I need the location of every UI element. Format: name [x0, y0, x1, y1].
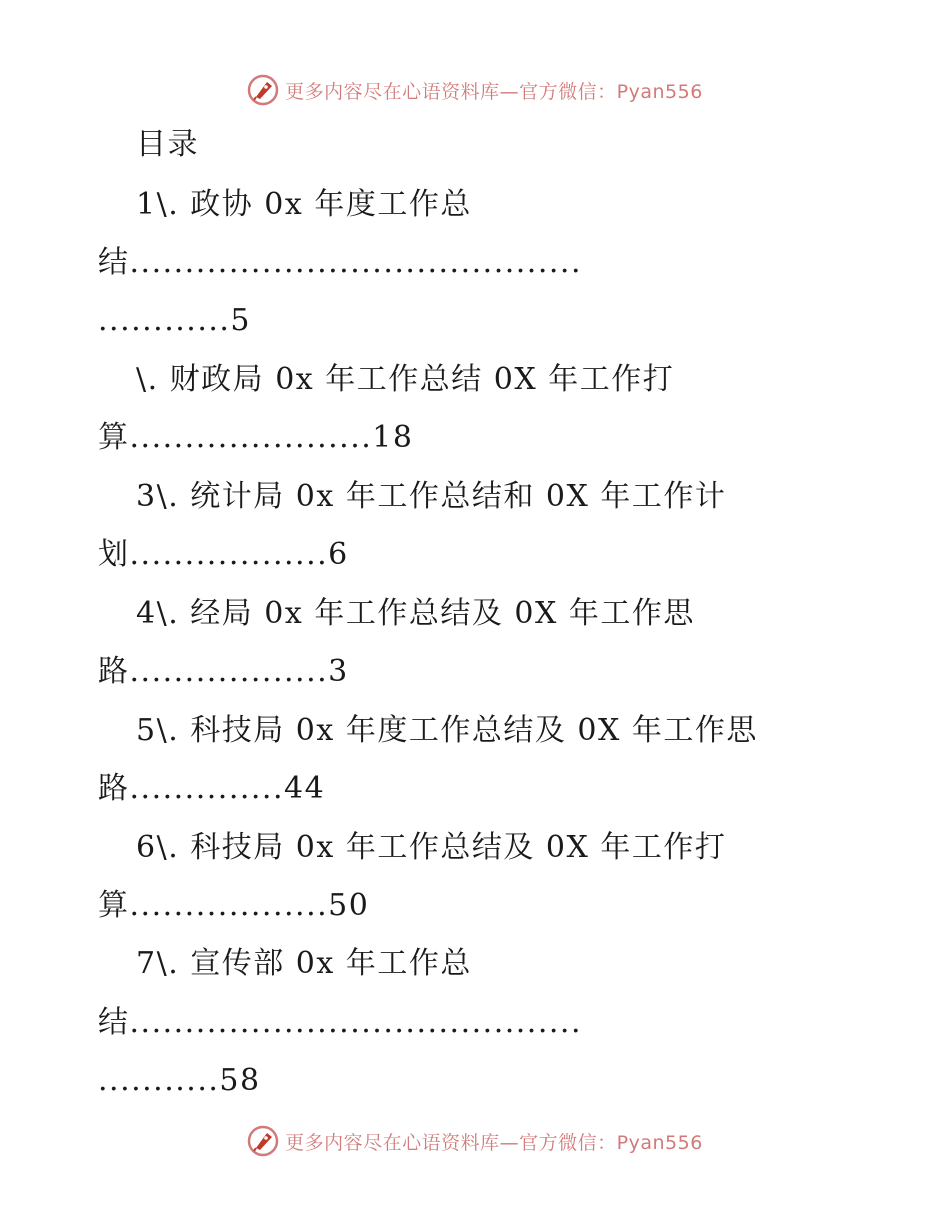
toc-entry-5-page: 路..............44 [98, 771, 326, 806]
header-watermark [0, 70, 950, 110]
header-watermark-text: 更多内容尽在心语资料库—官方微信：Pyan556 [285, 80, 703, 103]
toc-entry-1-page: ............5 [98, 303, 252, 338]
toc-title: 目录 [136, 127, 199, 162]
toc-entry-1-line-1: 1\. 政协 0x 年度工作总 [136, 187, 472, 222]
toc-entry-2-page: 算......................18 [98, 420, 414, 455]
toc-entry-4-page: 路..................3 [98, 654, 349, 689]
toc-entry-5-line-1: 5\. 科技局 0x 年度工作总结及 0X 年工作思 [136, 713, 758, 748]
toc-entry-7-line-1: 7\. 宣传部 0x 年工作总 [136, 946, 472, 981]
toc-entry-1-line-2: 结......................................... [98, 245, 582, 280]
toc-entry-2-line-1: \. 财政局 0x 年工作总结 0X 年工作打 [136, 362, 675, 397]
footer-watermark-text: 更多内容尽在心语资料库—官方微信：Pyan556 [285, 1131, 703, 1154]
toc-entry-7-page: ...........58 [98, 1063, 261, 1098]
toc-entry-6-line-1: 6\. 科技局 0x 年工作总结及 0X 年工作打 [136, 830, 727, 865]
toc-entry-3-page: 划..................6 [98, 537, 349, 572]
toc-entry-4-line-1: 4\. 经局 0x 年工作总结及 0X 年工作思 [136, 596, 695, 631]
toc-entry-7-line-2: 结......................................... [98, 1005, 582, 1040]
footer-watermark [0, 1121, 950, 1161]
pen-nib-logo-icon [247, 74, 279, 106]
pen-nib-logo-icon [247, 1125, 279, 1157]
toc-entry-3-line-1: 3\. 统计局 0x 年工作总结和 0X 年工作计 [136, 479, 727, 514]
toc-entry-6-page: 算..................50 [98, 888, 370, 923]
